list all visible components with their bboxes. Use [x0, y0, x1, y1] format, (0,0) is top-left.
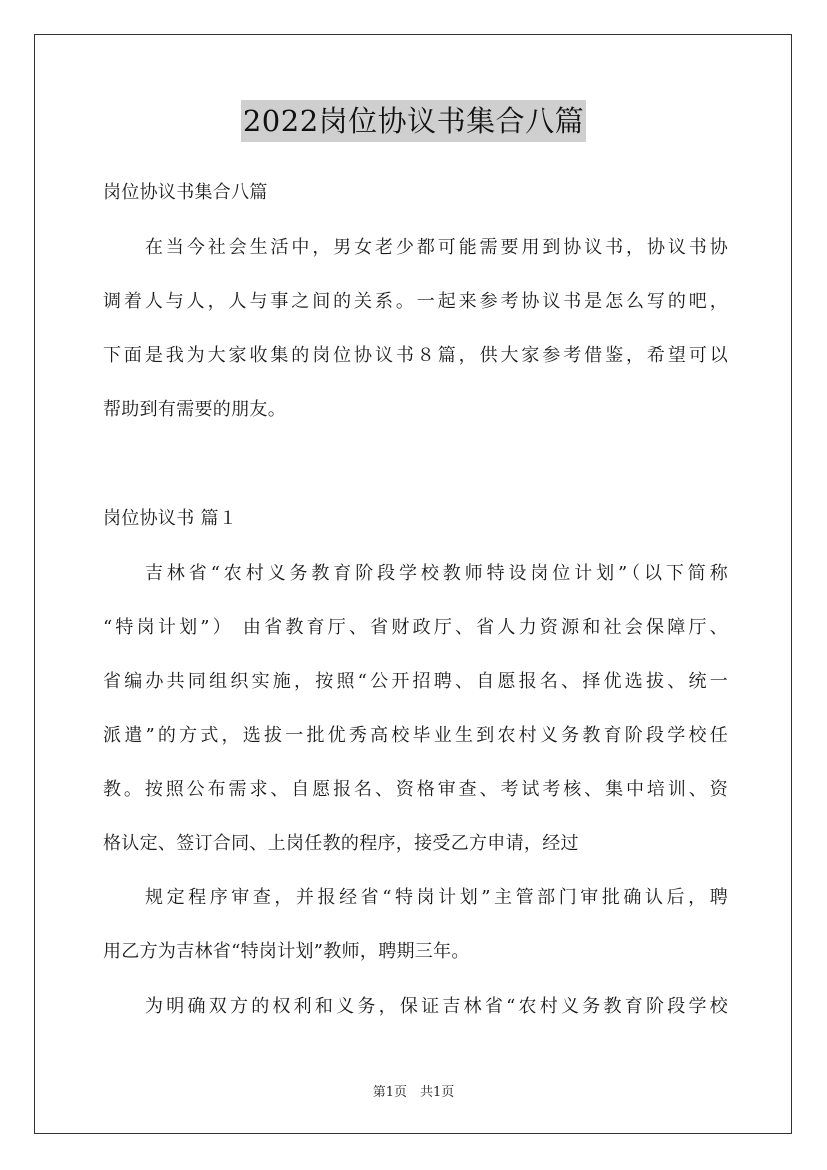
- intro-line-2: 调着人与人，人与事之间的关系。一起来参考协议书是怎么写的吧，: [103, 291, 728, 312]
- document-title: 2022岗位协议书集合八篇: [241, 100, 586, 142]
- section-line-7: 规定程序审查，并报经省“特岗计划”主管部门审批确认后，聘: [145, 887, 728, 908]
- section-line-4: 派遣”的方式，选拔一批优秀高校毕业生到农村义务教育阶段学校任: [103, 725, 728, 746]
- section-line-9: 为明确双方的权利和义务，保证吉林省“农村义务教育阶段学校: [145, 996, 728, 1017]
- section-line-1: 吉林省“农村义务教育阶段学校教师特设岗位计划”（以下简称: [145, 563, 728, 584]
- section-line-5: 教。按照公布需求、自愿报名、资格审查、考试考核、集中培训、资: [103, 779, 728, 800]
- page-footer: 第1页 共1页: [372, 1085, 455, 1100]
- section-heading: 岗位协议书 篇１: [103, 508, 238, 529]
- title-container: [0, 100, 827, 142]
- section-line-6: 格认定、签订合同、上岗任教的程序，接受乙方申请，经过: [103, 833, 579, 854]
- intro-line-1: 在当今社会生活中，男女老少都可能需要用到协议书，协议书协: [145, 237, 728, 258]
- section-line-8: 用乙方为吉林省“特岗计划”教师，聘期三年。: [103, 941, 470, 962]
- intro-line-4: 帮助到有需要的朋友。: [103, 399, 286, 420]
- intro-line-3: 下面是我为大家收集的岗位协议书８篇，供大家参考借鉴，希望可以: [103, 345, 728, 366]
- section-line-2: “特岗计划”） 由省教育厅、省财政厅、省人力资源和社会保障厅、: [103, 617, 728, 638]
- document-subtitle: 岗位协议书集合八篇: [103, 182, 268, 203]
- section-line-3: 省编办共同组织实施，按照“公开招聘、自愿报名、择优选拔、统一: [103, 671, 728, 692]
